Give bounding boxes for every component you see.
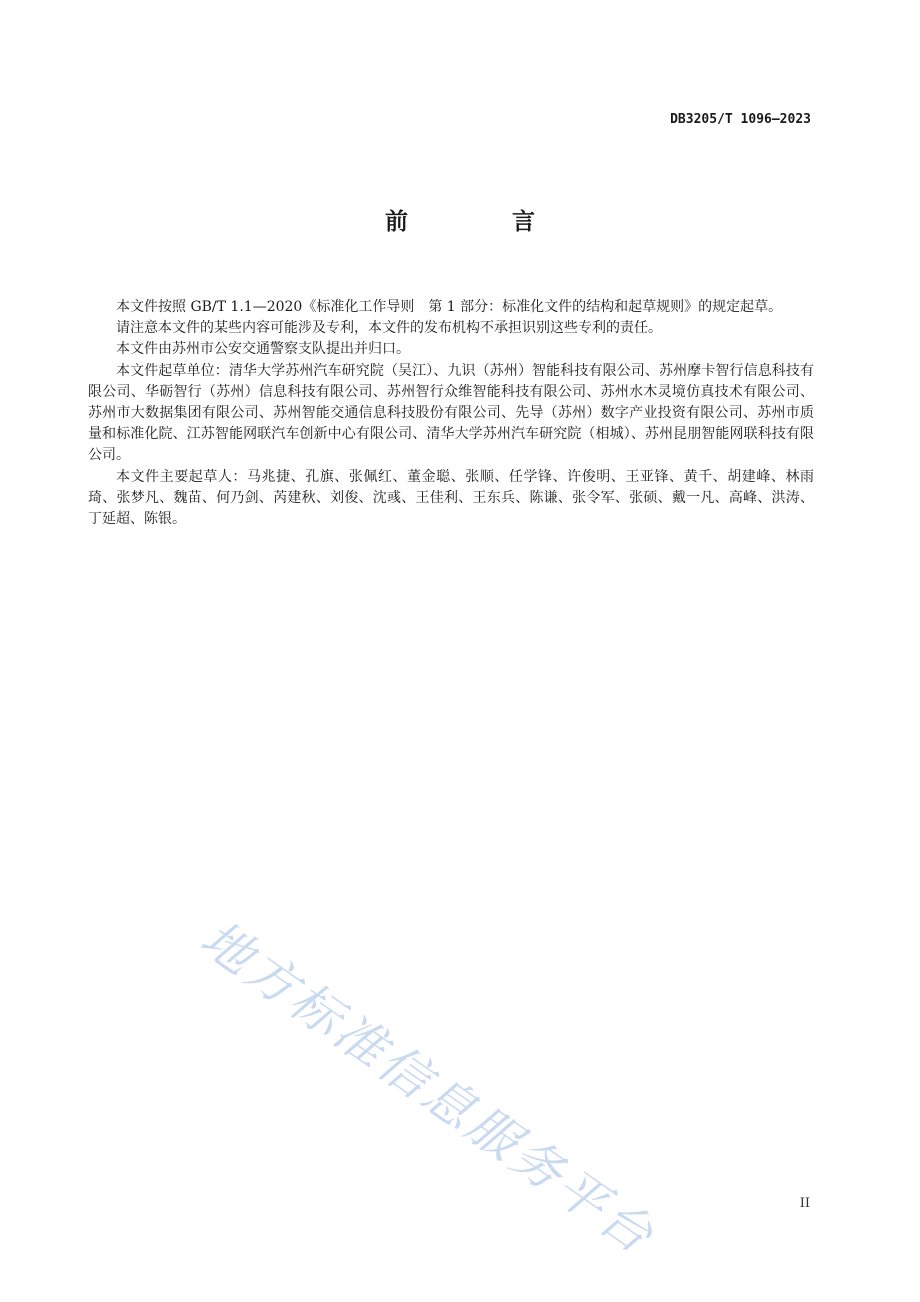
page-number: II [799,1196,810,1211]
paragraph-drafting-units: 本文件起草单位：清华大学苏州汽车研究院（吴江）、九识（苏州）智能科技有限公司、苏州摩卡智行信息科技有限公司、华砺智行（苏州）信息科技有限公司、苏州智行众维智能科技有限公司、苏州水木灵境仿真技术有限公司、苏州市大数据集团有限公司、苏州智能交通信息科技股份有限公司、先导（苏州）数字产业投资有限公司、苏州市质量和标准化院、江苏智能网联汽车创新中心有限公司、清华大学苏州汽车研究院（相城）、苏州昆朋智能网联科技有限公司。 [88,362,814,464]
foreword-title: 前 言 [384,209,583,235]
paragraph-patent-notice: 请注意本文件的某些内容可能涉及专利，本文件的发布机构不承担识别这些专利的责任。 [116,320,662,337]
foreword-body [88,297,814,530]
paragraph-drafters: 本文件主要起草人：马兆捷、孔旗、张佩红、董金聪、张顺、任学锋、许俊明、王亚锋、黄千、胡建峰、林雨琦、张梦凡、魏苗、何乃剑、芮建秋、刘俊、沈彧、王佳利、王东兵、陈谦、张令军、张硕、戴一凡、高峰、洪涛、丁延超、陈银。 [88,468,814,528]
paragraph-drafting-rules: 本文件按照 GB/T 1.1—2020《标准化工作导则 第 1 部分：标准化文件的结构和起草规则》的规定起草。 [116,299,783,315]
paragraph-proposer: 本文件由苏州市公安交通警察支队提出并归口。 [116,341,410,358]
watermark-text: 地方标准信息服务平台 [190,909,667,1267]
document-code: DB3205/T 1096—2023 [670,112,811,127]
